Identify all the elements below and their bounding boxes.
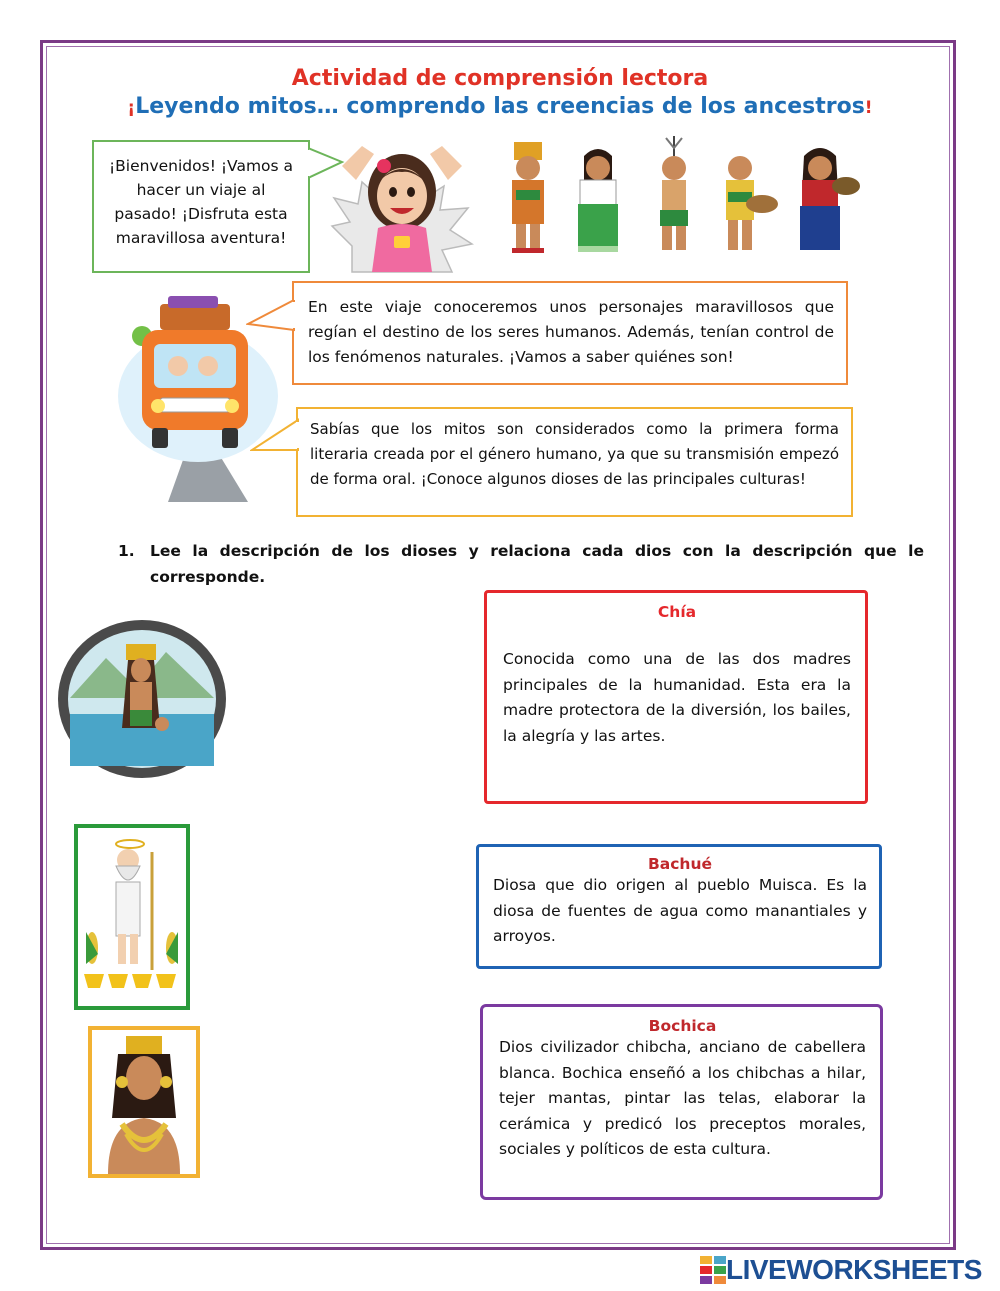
trip-bubble-tail (246, 300, 296, 340)
card-bachue[interactable] (476, 844, 882, 969)
bochica-god-image[interactable] (74, 824, 190, 1010)
bachue-goddess-image[interactable] (88, 1026, 200, 1178)
question-text: Lee la descripción de los dioses y relaciona cada dios con la descripción que le corresponde. (150, 542, 924, 586)
trip-bubble-text: En este viaje conoceremos unos personajes maravillosos que regían el destino de los seres humanos. Además, tenían control de los fenómenos naturales. ¡Vamos a saber quiénes son! (308, 298, 834, 366)
myths-bubble-tail (250, 410, 300, 460)
question-number: 1. (118, 542, 135, 560)
subtitle-close-mark: ! (864, 98, 873, 118)
page-title: Actividad de comprensión lectora (291, 66, 709, 91)
subtitle-open-mark: ¡ (127, 98, 136, 118)
liveworksheets-logo-text: LIVEWORKSHEETS (726, 1254, 982, 1285)
card-bachue-description: Diosa que dio origen al pueblo Muisca. Es la diosa de fuentes de agua como manantiales y arroyos. (493, 876, 867, 945)
card-chia[interactable] (484, 590, 868, 804)
card-bachue-title: Bachué (647, 855, 713, 873)
myths-bubble-text: Sabías que los mitos son considerados como la primera forma literaria creada por el género humano, ya que su transmisión empezó de forma oral. ¡Conoce algunos dioses de las principales culturas! (310, 420, 839, 488)
trip-bubble (292, 281, 848, 385)
subtitle-text: Leyendo mitos… comprendo las creencias de los ancestros (135, 94, 865, 119)
liveworksheets-logo-icon (700, 1256, 726, 1284)
chia-goddess-image[interactable] (56, 618, 228, 780)
card-bochica[interactable] (480, 1004, 883, 1200)
ancestors-illustration (494, 134, 864, 262)
page-subtitle (0, 94, 1000, 119)
card-bochica-description: Dios civilizador chibcha, anciano de cabellera blanca. Bochica enseñó a los chibchas a hilar, tejer mantas, pintar las telas, elaborar la cerámica y predicó los preceptos morales, sociales y políticos de esta cultura. (499, 1038, 866, 1158)
girl-avatar-illustration (322, 126, 482, 274)
myths-bubble (296, 407, 853, 517)
welcome-bubble-text: ¡Bienvenidos! ¡Vamos a hacer un viaje al pasado! ¡Disfruta esta maravillosa aventura! (108, 157, 294, 247)
question-1 (118, 538, 924, 590)
welcome-bubble (92, 140, 310, 273)
card-chia-description: Conocida como una de las dos madres principales de la humanidad. Esta era la madre protectora de la diversión, los bailes, la alegría y las artes. (503, 650, 851, 745)
liveworksheets-logo[interactable] (700, 1252, 982, 1288)
card-chia-title: Chía (657, 603, 697, 621)
card-bochica-title: Bochica (648, 1017, 717, 1035)
